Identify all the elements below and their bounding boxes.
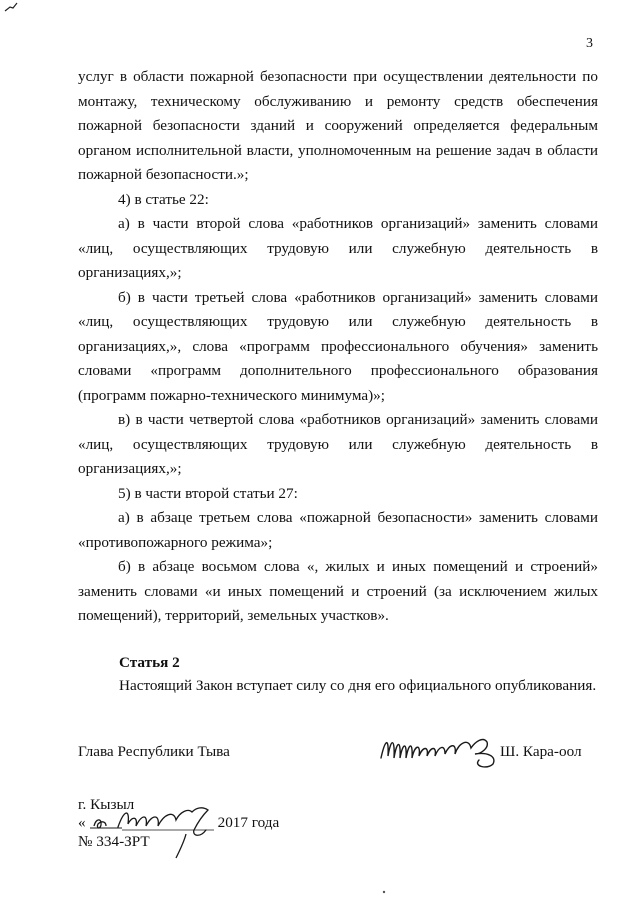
paragraph-item-5a: а) в абзаце третьем слова «пожарной безопасности» заменить словами «противопожарного режима»; [78,509,598,551]
law-amendments-text [78,65,598,629]
paragraph-continuation: услуг в области пожарной безопасности при осуществлении деятельности по монтажу, техническому обслуживанию и ремонту средств обеспечения пожарной безопасности зданий и сооружений определяется федеральным органом исполнительной власти, уполномоченным на решение задач в области пожарной безопасности.»; [78,68,598,183]
corner-scan-mark [4,2,18,12]
date-open-quote: « [78,814,86,831]
paragraph-item-4v: в) в части четвертой слова «работников организаций» заменить словами «лиц, осуществляющих трудовую или служебную деятельность в организациях,»; [78,411,598,477]
handwritten-stroke [172,832,192,860]
law-number: № 334-ЗРТ [78,833,150,850]
scan-speck [382,890,386,894]
paragraph-item-4: 4) в статье 22: [118,190,209,208]
signatory-position: Глава Республики Тыва [78,743,230,760]
paragraph-item-4a: а) в части второй слова «работников организаций» заменить словами «лиц, осуществляющих трудовую или служебную деятельность в организациях,»; [78,215,598,281]
paragraph-item-5b: б) в абзаце восьмом слова «, жилых и иных помещений и строений» заменить словами «и иных помещений и строений (за исключением жилых помещений), территорий, земельных участков». [78,558,598,624]
date-year: 2017 года [217,814,280,831]
signing-place: г. Кызыл [78,796,135,813]
signatory-name: Ш. Кара-оол [500,743,582,760]
article-2-text: Настоящий Закон вступает силу со дня его официального опубликования. [119,677,597,694]
article-2-heading: Статья 2 [119,654,180,671]
page-number: 3 [586,36,593,51]
paragraph-item-4b: б) в части третьей слова «работников организаций» заменить словами «лиц, осуществляющих трудовую или служебную деятельность в организациях,», слова «программ профессионального обучения» заменить словами «программ дополнительного профессионального образования (программ пожарно-технического минимума)»; [78,288,598,404]
handwritten-signature [375,728,510,773]
paragraph-item-5: 5) в части второй статьи 27: [118,484,298,502]
